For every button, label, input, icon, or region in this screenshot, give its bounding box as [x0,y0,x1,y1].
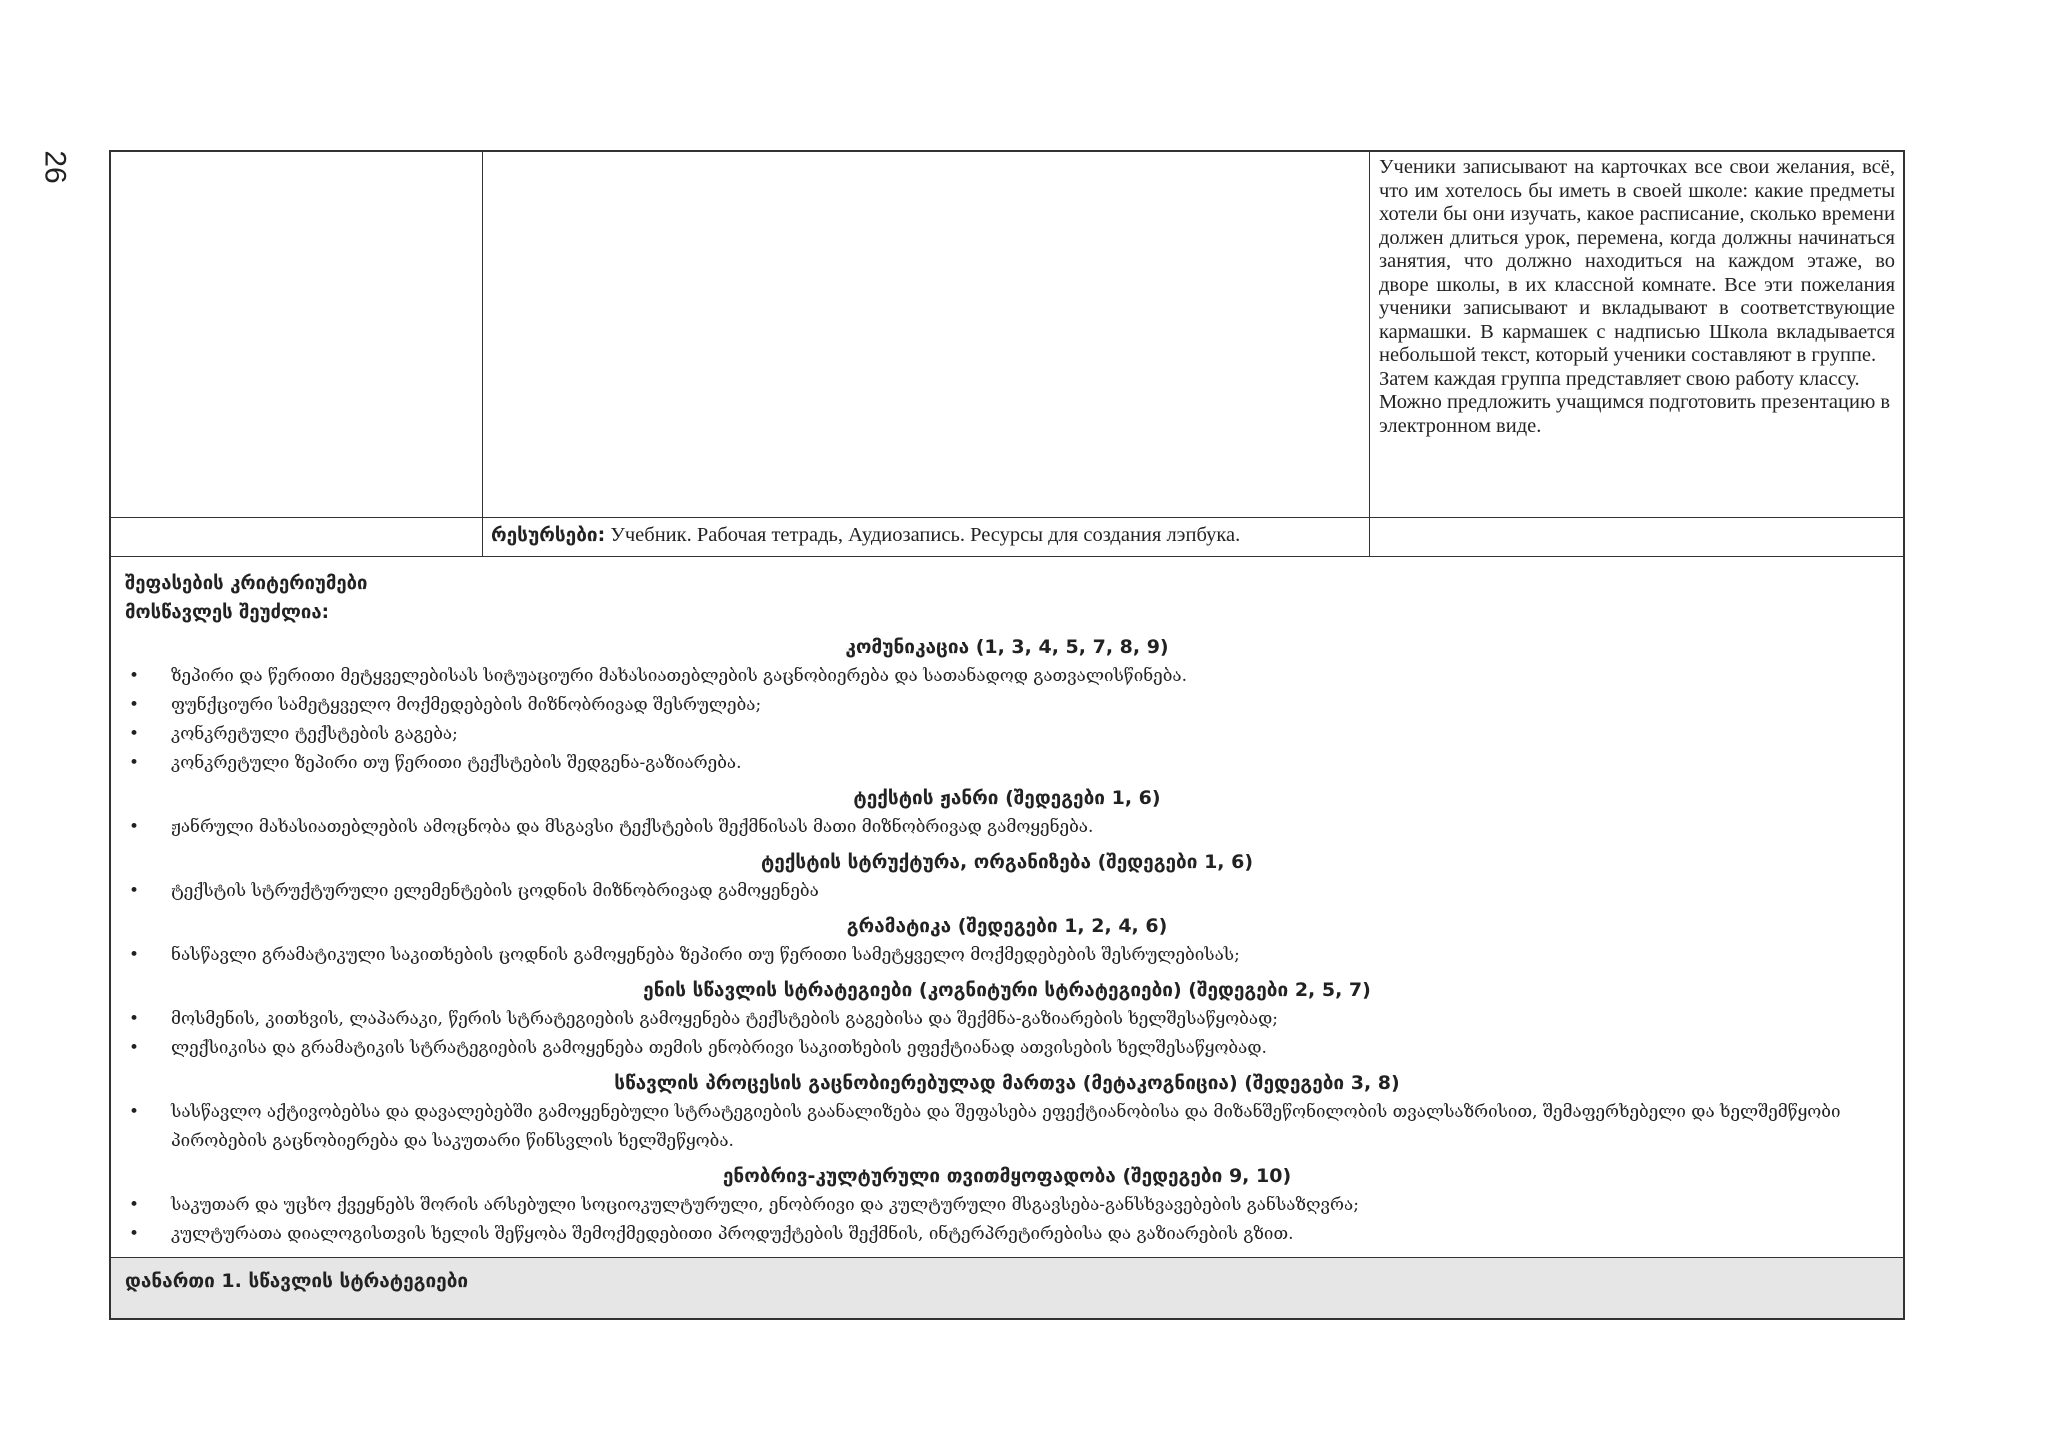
paragraph: Затем каждая группа представляет свою работу классу. [1379,367,1860,390]
criteria-item: • კულტურათა დიალოგისთვის ხელის შეწყობა შემოქმედებითი პროდუქტების შექმნის, ინტერპრეტირებისა და გაზიარების გზით. [125,1220,1889,1249]
criteria-list [125,1098,1889,1156]
criteria-item: • ლექსიკისა და გრამატიკის სტრატეგიების გამოყენება თემის ენობრივი საკითხების ეფექტიანად ათვისების ხელშესაწყობად. [125,1034,1889,1063]
criteria-item: • ჟანრული მახასიათებლების ამოცნობა და მსგავსი ტექსტების შექმნისას მათი მიზნობრივად გამოყენება. [125,813,1889,842]
criteria-list [125,1005,1889,1063]
resources-text: Учебник. Рабочая тетрадь, Аудиозапись. Ресурсы для создания лэпбука. [605,524,1241,546]
criteria-item: • კონკრეტული ტექსტების გაგება; [125,720,1889,749]
criteria-list [125,813,1889,842]
lesson-table [109,150,1905,1320]
empty-cell [483,152,1370,517]
criteria-list [125,1191,1889,1249]
paragraph: Ученики записывают на карточках все свои желания, всё, что им хотелось бы иметь в своей школе: какие предметы хотели бы они изучать, какое расписание, сколько времени должен длиться урок, перемена, когда должны начинаться занятия, что должно находиться на каждом этаже, во дворе школы, в их классной комнате. Все эти пожелания ученики записывают и вкладывают в соответствующие кармашки. В кармашек с надписью Школа вкладывается небольшой текст, который ученики составляют в группе. [1379,156,1895,366]
criteria-subtitle: მოსწავლეს შეუძლია: [125,602,329,623]
section-heading: სწავლის პროცესის გაცნობიერებულად მართვა (მეტაკოგნიცია) (შედეგები 3, 8) [614,1072,1400,1094]
section-heading: ტექსტის სტრუქტურა, ორგანიზება (შედეგები 1, 6) [760,851,1254,873]
criteria-title: შეფასების კრიტერიუმები [125,573,368,594]
annex-title: დანართი 1. სწავლის სტრატეგიები [111,1258,1903,1318]
activity-row [111,152,1903,518]
empty-cell [1370,518,1903,556]
criteria-list [125,662,1889,778]
activity-description [1370,152,1903,517]
assessment-criteria [111,557,1903,1258]
paragraph: Можно предложить учащимся подготовить презентацию в электронном виде. [1379,391,1891,437]
criteria-item: • ფუნქციური სამეტყველო მოქმედებების მიზნობრივად შესრულება; [125,691,1889,720]
section-heading: ენის სწავლის სტრატეგიები (კოგნიტური სტრატეგიები) (შედეგები 2, 5, 7) [643,979,1371,1001]
criteria-item: • ტექსტის სტრუქტურული ელემენტების ცოდნის მიზნობრივად გამოყენება [125,877,1889,906]
section-heading: კომუნიკაცია (1, 3, 4, 5, 7, 8, 9) [845,636,1169,658]
section-heading: გრამატიკა (შედეგები 1, 2, 4, 6) [846,915,1168,937]
criteria-item: • კონკრეტული ზეპირი თუ წერითი ტექსტების შედგენა-გაზიარება. [125,749,1889,778]
empty-cell [111,152,483,517]
criteria-list [125,941,1889,970]
resources-label: რესურსები: [491,524,606,546]
section-heading: ენობრივ-კულტურული თვითმყოფადობა (შედეგები 9, 10) [722,1165,1292,1187]
criteria-item: • მოსმენის, კითხვის, ლაპარაკი, წერის სტრატეგიების გამოყენება ტექსტების გაგებისა და შექმნა-გაზიარების ხელშესაწყობად; [125,1005,1889,1034]
criteria-item: • ნასწავლი გრამატიკული საკითხების ცოდნის გამოყენება ზეპირი თუ წერითი სამეტყველო მოქმედებების შესრულებისას; [125,941,1889,970]
criteria-sections [125,633,1889,1249]
resources-row [111,518,1903,557]
criteria-item: • სასწავლო აქტივობებსა და დავალებებში გამოყენებული სტრატეგიების გაანალიზება და შეფასება ეფექტიანობისა და მიზანშეწონილობის თვალსაზრისით, შემაფერხებელი და ხელშემწყობი პირობების გაცნობიერება და საკუთარი წინსვლის ხელშეწყობა. [125,1098,1889,1156]
page-number: 26 [38,150,72,184]
resources-cell [483,518,1370,556]
empty-cell [111,518,483,556]
section-heading: ტექსტის ჟანრი (შედეგები 1, 6) [853,787,1161,809]
criteria-item: • საკუთარ და უცხო ქვეყნებს შორის არსებული სოციოკულტურული, ენობრივი და კულტურული მსგავსება-განსხვავებების განსაზღვრა; [125,1191,1889,1220]
criteria-list [125,877,1889,906]
criteria-item: • ზეპირი და წერითი მეტყველებისას სიტუაციური მახასიათებლების გაცნობიერება და სათანადოდ გათვალისწინება. [125,662,1889,691]
